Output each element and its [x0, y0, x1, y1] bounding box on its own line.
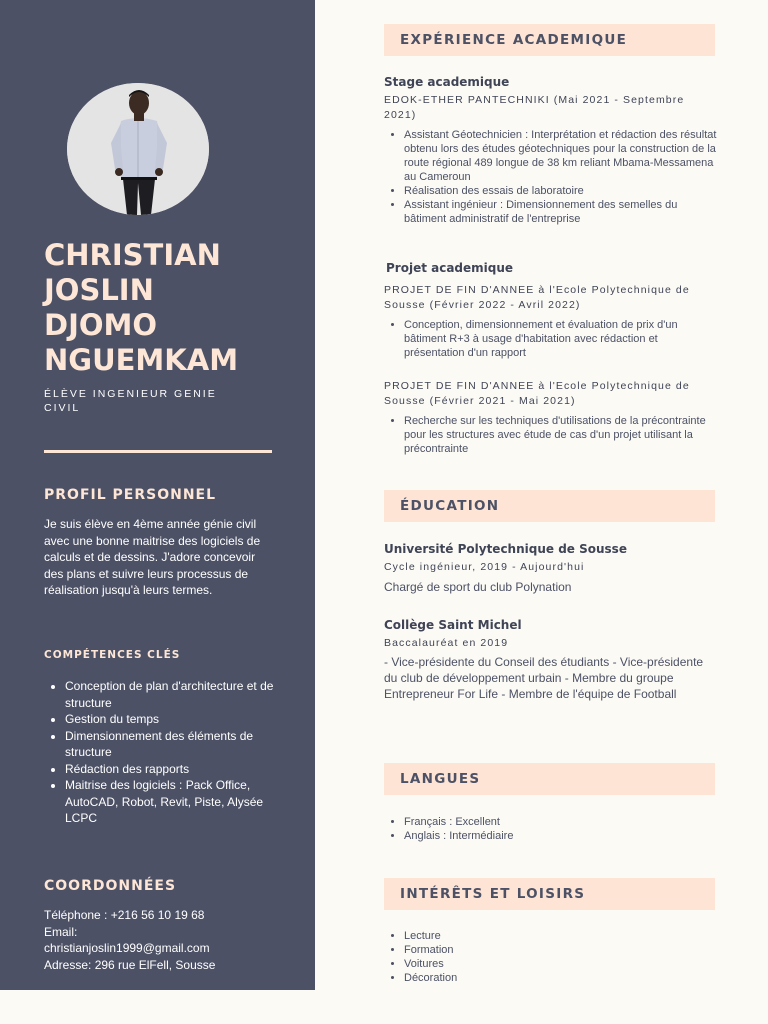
interests-list: [384, 929, 719, 985]
contact-block: [44, 907, 284, 973]
name-line: NGUEMKAM: [44, 343, 239, 377]
contact-email[interactable]: christianjoslin1999@gmail.com: [44, 941, 210, 955]
project-1-org: PROJET DE FIN D'ANNEE à l'Ecole Polytechnique de Sousse (Février 2022 - Avril 2022): [384, 284, 690, 311]
projects-title: Projet academique: [386, 261, 514, 275]
skills-list: [44, 678, 297, 827]
project-2-entry: [384, 379, 719, 456]
school-1-entry: [384, 542, 719, 595]
projects-entry: [386, 261, 721, 275]
interests-section-header: [384, 878, 715, 910]
internship-bullets: [384, 128, 719, 226]
internship-title: Stage academique: [384, 75, 510, 89]
profile-photo: [67, 83, 209, 215]
bullet-item: • Réalisation des essais de laboratoire: [404, 184, 719, 198]
language-item: • Anglais : Intermédiaire: [404, 829, 719, 843]
interest-item: • Formation: [404, 943, 719, 957]
language-item: • Français : Excellent: [404, 815, 719, 829]
school-2-text: - Vice-présidente du Conseil des étudiants - Vice-présidente du club de développement urbain - Membre du groupe Entrepreneur For Life - Membre de l'équipe de Football: [384, 655, 704, 701]
contact-phone: Téléphone : +216 56 10 19 68: [44, 908, 205, 922]
skill-item: • Maitrise des logiciels : Pack Office, AutoCAD, Robot, Revit, Piste, Alysée LCPC: [65, 777, 297, 827]
project-1-bullets: [384, 318, 719, 360]
experience-heading: EXPÉRIENCE ACADEMIQUE: [400, 32, 628, 48]
skills-heading: COMPÉTENCES CLÉS: [44, 649, 181, 661]
experience-section-header: [384, 24, 715, 56]
candidate-role: ÉLÈVE INGENIEUR GENIE CIVIL: [44, 388, 217, 414]
school-2-name: Collège Saint Michel: [384, 618, 522, 632]
contact-email-label: Email:: [44, 924, 78, 939]
education-section-header: [384, 490, 715, 522]
sidebar-divider: [44, 450, 272, 453]
project-1-entry: [384, 283, 719, 360]
languages-heading: LANGUES: [400, 771, 481, 787]
languages-section-header: [384, 763, 715, 795]
internship-org: EDOK-ETHER PANTECHNIKI (Mai 2021 - Septembre 2021): [384, 94, 685, 121]
project-2-org: PROJET DE FIN D'ANNEE à l'Ecole Polytechnique de Sousse (Février 2021 - Mai 2021): [384, 380, 690, 407]
profile-heading: PROFIL PERSONNEL: [44, 487, 217, 503]
interest-item: • Décoration: [404, 971, 719, 985]
interests-entry: [384, 929, 719, 985]
interests-heading: INTÉRÊTS ET LOISIRS: [400, 886, 586, 902]
skill-item: • Dimensionnement des éléments de structure: [65, 728, 297, 761]
skill-item: • Gestion du temps: [65, 711, 297, 728]
education-heading: ÉDUCATION: [400, 498, 500, 514]
project-2-bullets: [384, 414, 719, 456]
languages-list: [384, 815, 719, 843]
profile-text: Je suis élève en 4ème année génie civil avec une bonne maitrise des logiciels de calculs et de dessins. J'adore concevoir des plans et suivre leurs processus de réalisation jusqu'à leurs termes.: [44, 517, 261, 597]
skill-item: • Conception de plan d'architecture et de structure: [65, 678, 297, 711]
person-illustration: [67, 83, 209, 215]
bullet-item: • Conception, dimensionnement et évaluation de prix d'un bâtiment R+3 à usage d'habitation avec rédaction et présentation d'un rapport: [404, 318, 719, 360]
bullet-item: • Recherche sur les techniques d'utilisations de la précontrainte pour les structures avec étude de cas d'un projet utilisant la précontrainte: [404, 414, 719, 456]
interest-item: • Lecture: [404, 929, 719, 943]
school-1-name: Université Polytechnique de Sousse: [384, 542, 627, 556]
contact-heading: COORDONNÉES: [44, 878, 177, 894]
internship-entry: [384, 75, 719, 226]
languages-entry: [384, 815, 719, 843]
skill-item: • Rédaction des rapports: [65, 761, 297, 778]
name-line: JOSLIN: [44, 273, 154, 307]
bullet-item: • Assistant Géotechnicien : Interprétation et rédaction des résultat obtenu lors des études géotechniques pour la construction de la route régional 489 longue de 38 km reliant Mbama-Messamena au Cameroun: [404, 128, 719, 184]
name-line: DJOMO: [44, 308, 158, 342]
interest-item: • Voitures: [404, 957, 719, 971]
school-1-text: Chargé de sport du club Polynation: [384, 580, 572, 594]
bullet-item: • Assistant ingénieur : Dimensionnement des semelles du bâtiment administratif de l'entreprise: [404, 198, 719, 226]
sidebar: [0, 0, 315, 990]
school-2-detail: Baccalauréat en 2019: [384, 637, 509, 649]
candidate-name: [44, 238, 304, 378]
name-line: CHRISTIAN: [44, 238, 221, 272]
contact-address: Adresse: 296 rue ElFell, Sousse: [44, 957, 216, 972]
school-2-entry: [384, 618, 719, 702]
school-1-detail: Cycle ingénieur, 2019 - Aujourd'hui: [384, 561, 585, 573]
